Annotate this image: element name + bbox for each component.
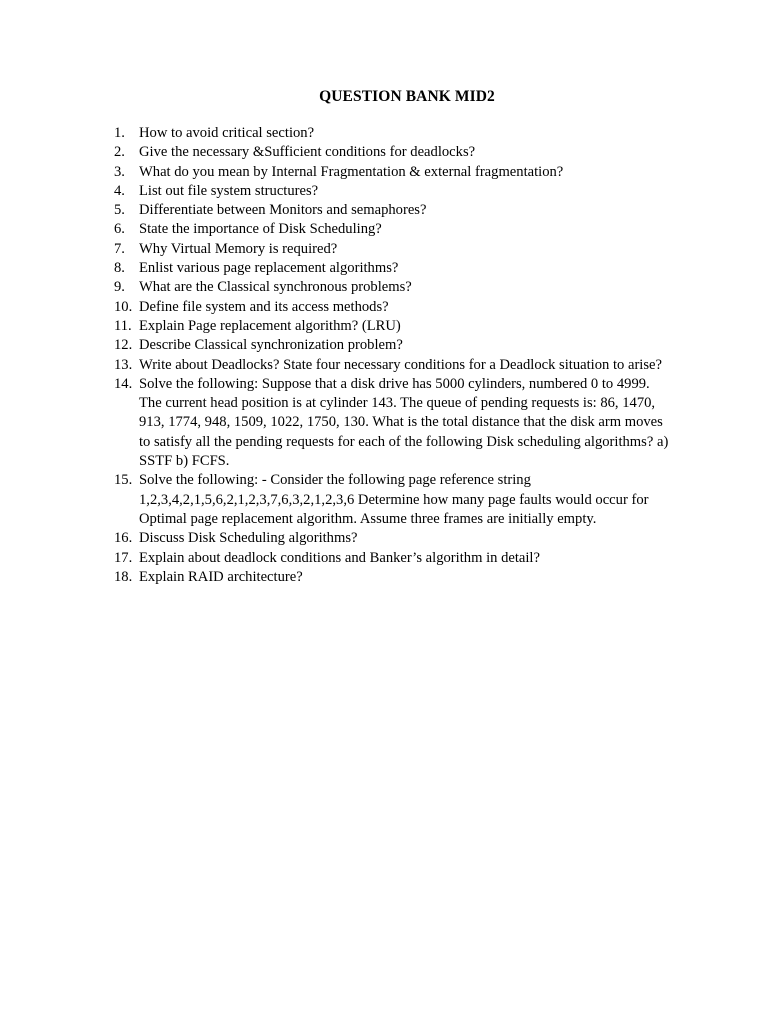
question-text: Explain RAID architecture? [139,568,303,585]
question-text: State the importance of Disk Scheduling? [139,221,382,238]
question-item [0,201,669,220]
question-item [0,375,669,471]
question-number: 15. [114,472,133,489]
question-text: Discuss Disk Scheduling algorithms? [139,530,358,547]
question-number: 10. [114,298,133,315]
question-text: Solve the following: Suppose that a disk drive has 5000 cylinders, numbered 0 to 4999. The current head position is at cylinder 143. The queue of pending requests is: 86, 1470, 913, 1774, 948, 1509, 1022, 1750, 130. What is the total distance that the disk arm moves to satisfy all the pending requests for each of the following Disk scheduling algorithms? a) SSTF b) FCFS. [139,375,669,470]
question-text: Explain about deadlock conditions and Banker’s algorithm in detail? [139,549,540,566]
question-text: What do you mean by Internal Fragmentation & external fragmentation? [139,163,564,180]
question-number: 2. [114,144,125,161]
question-text: Explain Page replacement algorithm? (LRU) [139,317,401,334]
question-text: Give the necessary &Sufficient conditions for deadlocks? [139,144,476,161]
question-number: 12. [114,337,133,354]
question-number: 16. [114,530,133,547]
question-item [0,124,669,143]
question-text: What are the Classical synchronous problems? [139,279,412,296]
question-item [0,298,669,317]
question-text: How to avoid critical section? [139,125,315,141]
question-text: Define file system and its access methods? [139,298,389,315]
question-item [0,336,669,355]
question-number: 5. [114,202,125,219]
question-item [0,143,669,162]
question-item [0,182,669,201]
question-list [0,124,768,587]
question-item [0,317,669,336]
question-item [0,549,669,568]
question-item [0,529,669,548]
question-number: 14. [114,375,133,392]
question-item [0,163,669,182]
question-item [0,568,669,587]
question-text: Solve the following: - Consider the following page reference string 1,2,3,4,2,1,5,6,2,1,2,3,7,6,3,2,1,2,3,6 Determine how many page faults would occur for Optimal page replacement algorithm. Assume three frames are initially empty. [139,472,649,527]
question-item [0,240,669,259]
question-number: 9. [114,279,125,296]
question-text: Describe Classical synchronization problem? [139,337,403,354]
question-text: List out file system structures? [139,182,319,199]
question-item [0,259,669,278]
question-item [0,220,669,239]
question-item [0,356,669,375]
question-number: 7. [114,240,125,257]
question-number: 8. [114,260,125,277]
question-number: 1. [114,125,125,141]
question-item [0,278,669,297]
question-text: Differentiate between Monitors and semaphores? [139,202,427,219]
question-number: 6. [114,221,125,238]
question-number: 11. [114,317,132,334]
question-number: 18. [114,568,133,585]
question-number: 3. [114,163,125,180]
question-text: Why Virtual Memory is required? [139,240,338,257]
question-text: Write about Deadlocks? State four necessary conditions for a Deadlock situation to arise? [139,356,662,373]
question-item [0,471,669,529]
question-text: Enlist various page replacement algorithms? [139,260,399,277]
question-number: 17. [114,549,133,566]
page-title: QUESTION BANK MID2 [319,88,495,105]
question-number: 4. [114,182,125,199]
question-number: 13. [114,356,133,373]
